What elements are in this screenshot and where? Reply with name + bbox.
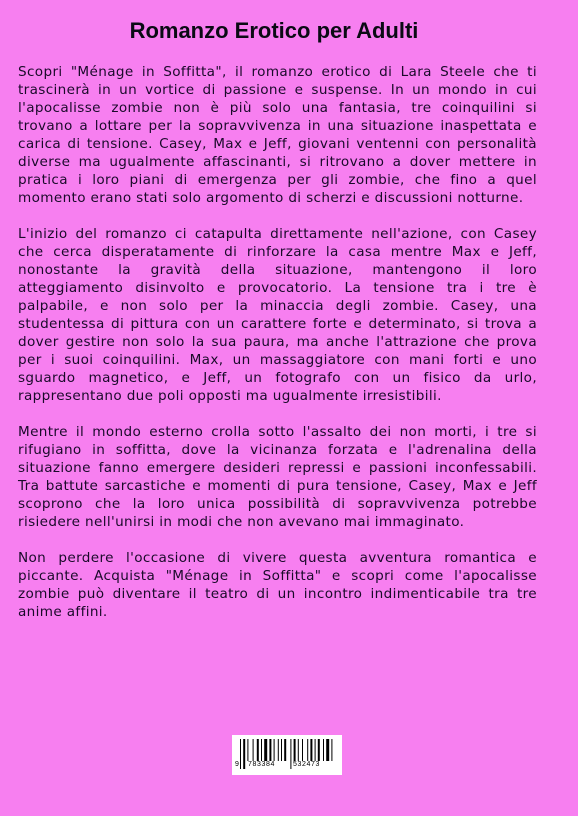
barcode-bar xyxy=(298,739,299,761)
barcode-bar xyxy=(331,739,332,761)
barcode-group-left: 783384 xyxy=(248,761,275,768)
barcode-digit-first: 9 xyxy=(235,761,239,768)
barcode-bar xyxy=(261,739,262,761)
barcode-bar xyxy=(274,739,275,761)
barcode-bar xyxy=(294,739,296,761)
paragraph-call-to-action: Non perdere l'occasione di vivere questa avventura romantica e piccante. Acquista "Ménage in Soffitta" e scopri come l'apocalisse zombie può diventare il teatro di un incontro indimenticabile tra tre anime affini. xyxy=(18,550,537,620)
barcode-bar xyxy=(302,739,303,761)
barcode-bar xyxy=(318,739,320,761)
barcode-bar xyxy=(323,739,324,761)
barcode-group-right: 532473 xyxy=(293,761,320,768)
barcode-bar xyxy=(307,739,308,761)
barcode-bar xyxy=(284,739,286,761)
page-title: Romanzo Erotico per Adulti xyxy=(129,18,419,43)
description-body xyxy=(18,63,537,639)
barcode-numbers xyxy=(232,761,342,773)
barcode-bar xyxy=(281,739,282,761)
paragraph-intro: Scopri "Ménage in Soffitta", il romanzo erotico di Lara Steele che ti trascinerà in un vortice di passione e suspense. In un mondo in cui l'apocalisse zombie non è più solo una fantasia, tre coinquilini si trovano a lottare per la sopravvivenza in una situazione inaspettata e carica di tensione. Casey, Max e Jeff, giovani ventenni con personalità diverse ma ugualmente affascinanti, si ritrovano a dover mettere in pratica i loro piani di emergenza per gli zombie, che fino a quel momento erano stati solo argomento di scherzi e discussioni notturne. xyxy=(18,64,537,206)
paragraph-attic: Mentre il mondo esterno crolla sotto l'assalto dei non morti, i tre si rifugiano in soffitta, dove la vicinanza forzata e l'adrenalina della situazione fanno emergere desideri repressi e passioni inconfessabili. Tra battute sarcastiche e momenti di pura tensione, Casey, Max e Jeff scoprono che la loro unica possibilità di sopravvivenza potrebbe risiedere nell'unirsi in modi che non avevano mai immaginato. xyxy=(18,424,537,530)
barcode-bar xyxy=(269,739,271,761)
barcode-bar xyxy=(257,739,259,761)
barcode-bar xyxy=(247,739,248,761)
barcode-bar xyxy=(315,739,316,761)
barcode-bar xyxy=(326,739,329,761)
paragraph-plot: L'inizio del romanzo ci catapulta direttamente nell'azione, con Casey che cerca disperatamente di rinforzare la casa mentre Max e Jeff, nonostante la gravità della situazione, mantengono il loro atteggiamento disinvolto e provocatorio. La tensione tra i tre è palpabile, e non solo per la minaccia degli zombie. Casey, una studentessa di pittura con un carattere forte e determinato, si trova a dover gestire non solo la sua paura, ma anche l'attrazione che prova per i suoi coinquilini. Max, un massaggiatore con mani forti e uno sguardo magnetico, e Jeff, un fotografo con un fisico da urlo, rappresentano due poli opposti ma ugualmente irresistibili. xyxy=(18,226,537,404)
barcode-bar xyxy=(310,739,312,761)
isbn-barcode xyxy=(232,735,342,775)
barcode-bar xyxy=(253,739,254,761)
barcode-bar xyxy=(264,739,267,761)
barcode-bar xyxy=(278,739,279,761)
